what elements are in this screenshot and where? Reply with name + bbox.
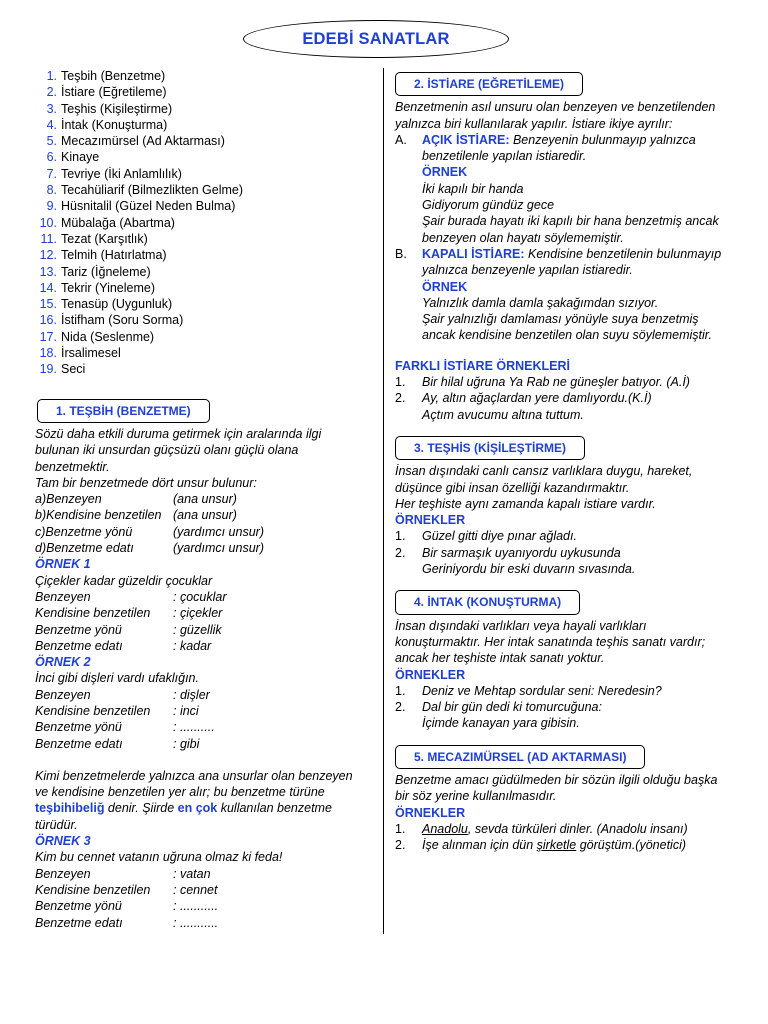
benzetme-unsur-row: c)Benzetme yönü (yardımcı unsur) [35,524,264,539]
topic-item: 8. Tecahüliarif (Bilmezlikten Gelme) [46,183,244,198]
mecaz-intro: Benzetme amacı güdülmeden bir sözün ilgili olduğu başka bir söz yerine kullanılmasıdır. [395,772,718,804]
topic-item: 10. Mübalağa (Abartma) [39,215,175,230]
intak-example-item: İçimde kanayan yara gibisin. [422,716,580,731]
topic-item: 17. Nida (Seslenme) [39,329,155,344]
example-3-label: ÖRNEK 3 [35,834,91,849]
topic-item: 5. Mecazımürsel (Ad Aktarması) [46,134,225,149]
intak-example-item: 1. Deniz ve Mehtap sordular seni: Neredesin? [395,683,662,698]
left-column [35,68,375,931]
en-cok-emphasis: en çok [177,801,218,816]
analysis-row: Benzetme edatı : gibi [35,736,200,751]
topic-item: 7. Tevriye (İki Anlamlılık) [46,166,182,181]
kapali-istiare: B. KAPALI İSTİARE: Kendisine benzetilenin bulunmayıp [395,246,722,261]
mecaz-example-2: 2. İşe alınman için dün şirketle görüştüm.(yönetici) [395,838,687,853]
benzetme-unsur-row: a)Benzeyen (ana unsur) [35,492,237,507]
analysis-row: Benzeyen : çocuklar [35,589,227,604]
teshis-example-item: Geriniyordu bir eski duvarın sıvasında. [422,562,636,577]
section-heading-teshis: 3. TEŞHİS (KİŞİLEŞTİRME) [395,436,585,460]
topic-item: 2. İstiare (Eğretileme) [46,85,167,100]
analysis-row: Benzetme edatı : ........... [35,915,219,930]
example-3-analysis [35,866,375,931]
topics-list [35,68,375,378]
topic-item: 6. Kinaye [46,150,100,165]
intak-intro: İnsan dışındaki varlıkları veya hayali varlıkları konuşturmaktır. Her intak sanatında teşhis sanatı vardır; ancak her teşhiste intak sanatı yoktur. [395,618,706,666]
acik-istiare-label: AÇIK İSTİARE: [422,132,510,147]
topic-item: 14. Tekrir (Yineleme) [39,280,156,295]
benzetme-unsur-row: b)Kendisine benzetilen (ana unsur) [35,508,237,523]
analysis-row: Kendisine benzetilen : inci [35,703,199,718]
analysis-row: Benzetme edatı : kadar [35,638,212,653]
example-3-sentence: Kim bu cennet vatanın uğruna olmaz ki feda! [35,850,283,865]
page-title: EDEBİ SANATLAR [243,20,509,58]
istiare-example-item: Açtım avucumu altına tuttum. [422,407,584,422]
topic-item: 4. İntak (Konuşturma) [46,117,168,132]
tesbihi-beligh-term: teşbihibeliğ [35,801,105,816]
topic-item: 18. İrsalimesel [39,346,121,361]
example-2-label: ÖRNEK 2 [35,655,91,670]
mecaz-examples-label: ÖRNEKLER [395,805,466,820]
example-1-sentence: Çiçekler kadar güzeldir çocuklar [35,573,213,588]
istiare-intro: Benzetmenin asıl unsuru olan benzeyen ve benzetilenden yalnızca biri kullanılarak yapılır. İstiare ikiye ayrılır: [395,100,716,131]
section-heading-intak: 4. İNTAK (KONUŞTURMA) [395,590,580,614]
teshis-example-item: 1. Güzel gitti diye pınar ağladı. [395,529,577,544]
benzetme-unsur-row: d)Benzetme edatı (yardımcı unsur) [35,541,264,556]
acik-istiare-detail: benzetilenle yapılan istiaredir. ÖRNEK İki kapılı bir handa Gidiyorum gündüz gece Şair burada hayatı iki kapılı bir hana benzetmiş ancak benzeyen olan hayatı söylememiştir. [395,148,740,246]
analysis-row: Benzeyen : dişler [35,687,210,702]
right-column [395,72,740,853]
teshis-example-item: 2. Bir sarmaşık uyanıyordu uykusunda [395,545,621,560]
topic-item: 3. Teşhis (Kişileştirme) [46,101,173,116]
istiare-example-item: 1. Bir hilal uğruna Ya Rab ne güneşler batıyor. (A.İ) [395,375,690,390]
analysis-row: Benzetme yönü : güzellik [35,622,222,637]
intak-examples [395,683,740,732]
topic-item: 19. Seci [39,362,86,377]
acik-istiare: A. AÇIK İSTİARE: Benzeyenin bulunmayıp yalnızca [395,132,696,147]
kapali-istiare-detail: yalnızca benzeyenle yapılan istiaredir. ÖRNEK Yalnızlık damla damla şakağımdan sızıyor. Şair yalnızlığı damlaması yönüyle suya benzetmiş ancak kendisine benzetilen olan suyu söylememiştir. [395,262,740,343]
section-heading-mecazimursel: 5. MECAZIMÜRSEL (AD AKTARMASI) [395,745,645,769]
tesbih-elements [35,491,375,556]
tesbih-note: Kimi benzetmelerde yalnızca ana unsurlar olan benzeyen ve kendisine benzetilen yer alır; bu benzetme türüne teşbihibeliğ denir. Şiirde en çok kullanılan benzetme türüdür. [35,768,353,832]
tesbih-intro: Sözü daha etkili duruma getirmek için aralarında ilgi bulunan iki unsurdan güçsüzü olanı güçlü olana benzetmektir. Tam bir benzetmede dört unsur bulunur: [35,426,322,490]
example-2-analysis [35,687,375,752]
farkli-istiare-label: FARKLI İSTİARE ÖRNEKLERİ [395,358,571,373]
topic-item: 13. Tariz (İğneleme) [39,264,151,279]
intak-examples-label: ÖRNEKLER [395,667,466,682]
mecaz-example-1: 1. Anadolu, sevda türküleri dinler. (Anadolu insanı) [395,821,688,836]
example-1-analysis [35,589,375,654]
teshis-examples [395,528,740,577]
topic-item: 16. İstifham (Soru Sorma) [39,313,184,328]
acik-istiare-example-label: ÖRNEK [422,165,468,180]
teshis-examples-label: ÖRNEKLER [395,513,466,528]
section-heading-istiare: 2. İSTİARE (EĞRETİLEME) [395,72,583,96]
topic-item: 9. Hüsnitalil (Güzel Neden Bulma) [46,199,236,214]
topic-item: 1. Teşbih (Benzetme) [46,69,166,83]
example-2-sentence: İnci gibi dişleri vardı ufaklığın. [35,671,199,686]
teshis-intro: İnsan dışındaki canlı cansız varlıklara duygu, hareket, düşünce gibi insan özelliği kazandırmaktır. Her teşhiste aynı zamanda kapalı istiare vardır. [395,464,693,511]
analysis-row: Benzetme yönü : .......... [35,720,215,735]
topic-item: 11. Tezat (Karşıtlık) [40,231,148,246]
column-divider [383,68,384,934]
kapali-istiare-example-label: ÖRNEK [422,279,468,294]
istiare-example-item: 2. Ay, altın ağaçlardan yere damlıyordu.(K.İ) [395,391,652,406]
analysis-row: Benzeyen : vatan [35,866,211,881]
topic-item: 12. Telmih (Hatırlatma) [39,248,167,263]
kapali-istiare-label: KAPALI İSTİARE: [422,246,525,261]
farkli-istiare-list [395,374,740,423]
section-heading-tesbih: 1. TEŞBİH (BENZETME) [37,399,210,423]
intak-example-item: 2. Dal bir gün dedi ki tomurcuğuna: [395,700,602,715]
topic-item: 15. Tenasüp (Uygunluk) [39,297,173,312]
example-1-label: ÖRNEK 1 [35,557,91,572]
analysis-row: Kendisine benzetilen : cennet [35,882,218,897]
analysis-row: Kendisine benzetilen : çiçekler [35,606,223,621]
analysis-row: Benzetme yönü : ........... [35,899,219,914]
